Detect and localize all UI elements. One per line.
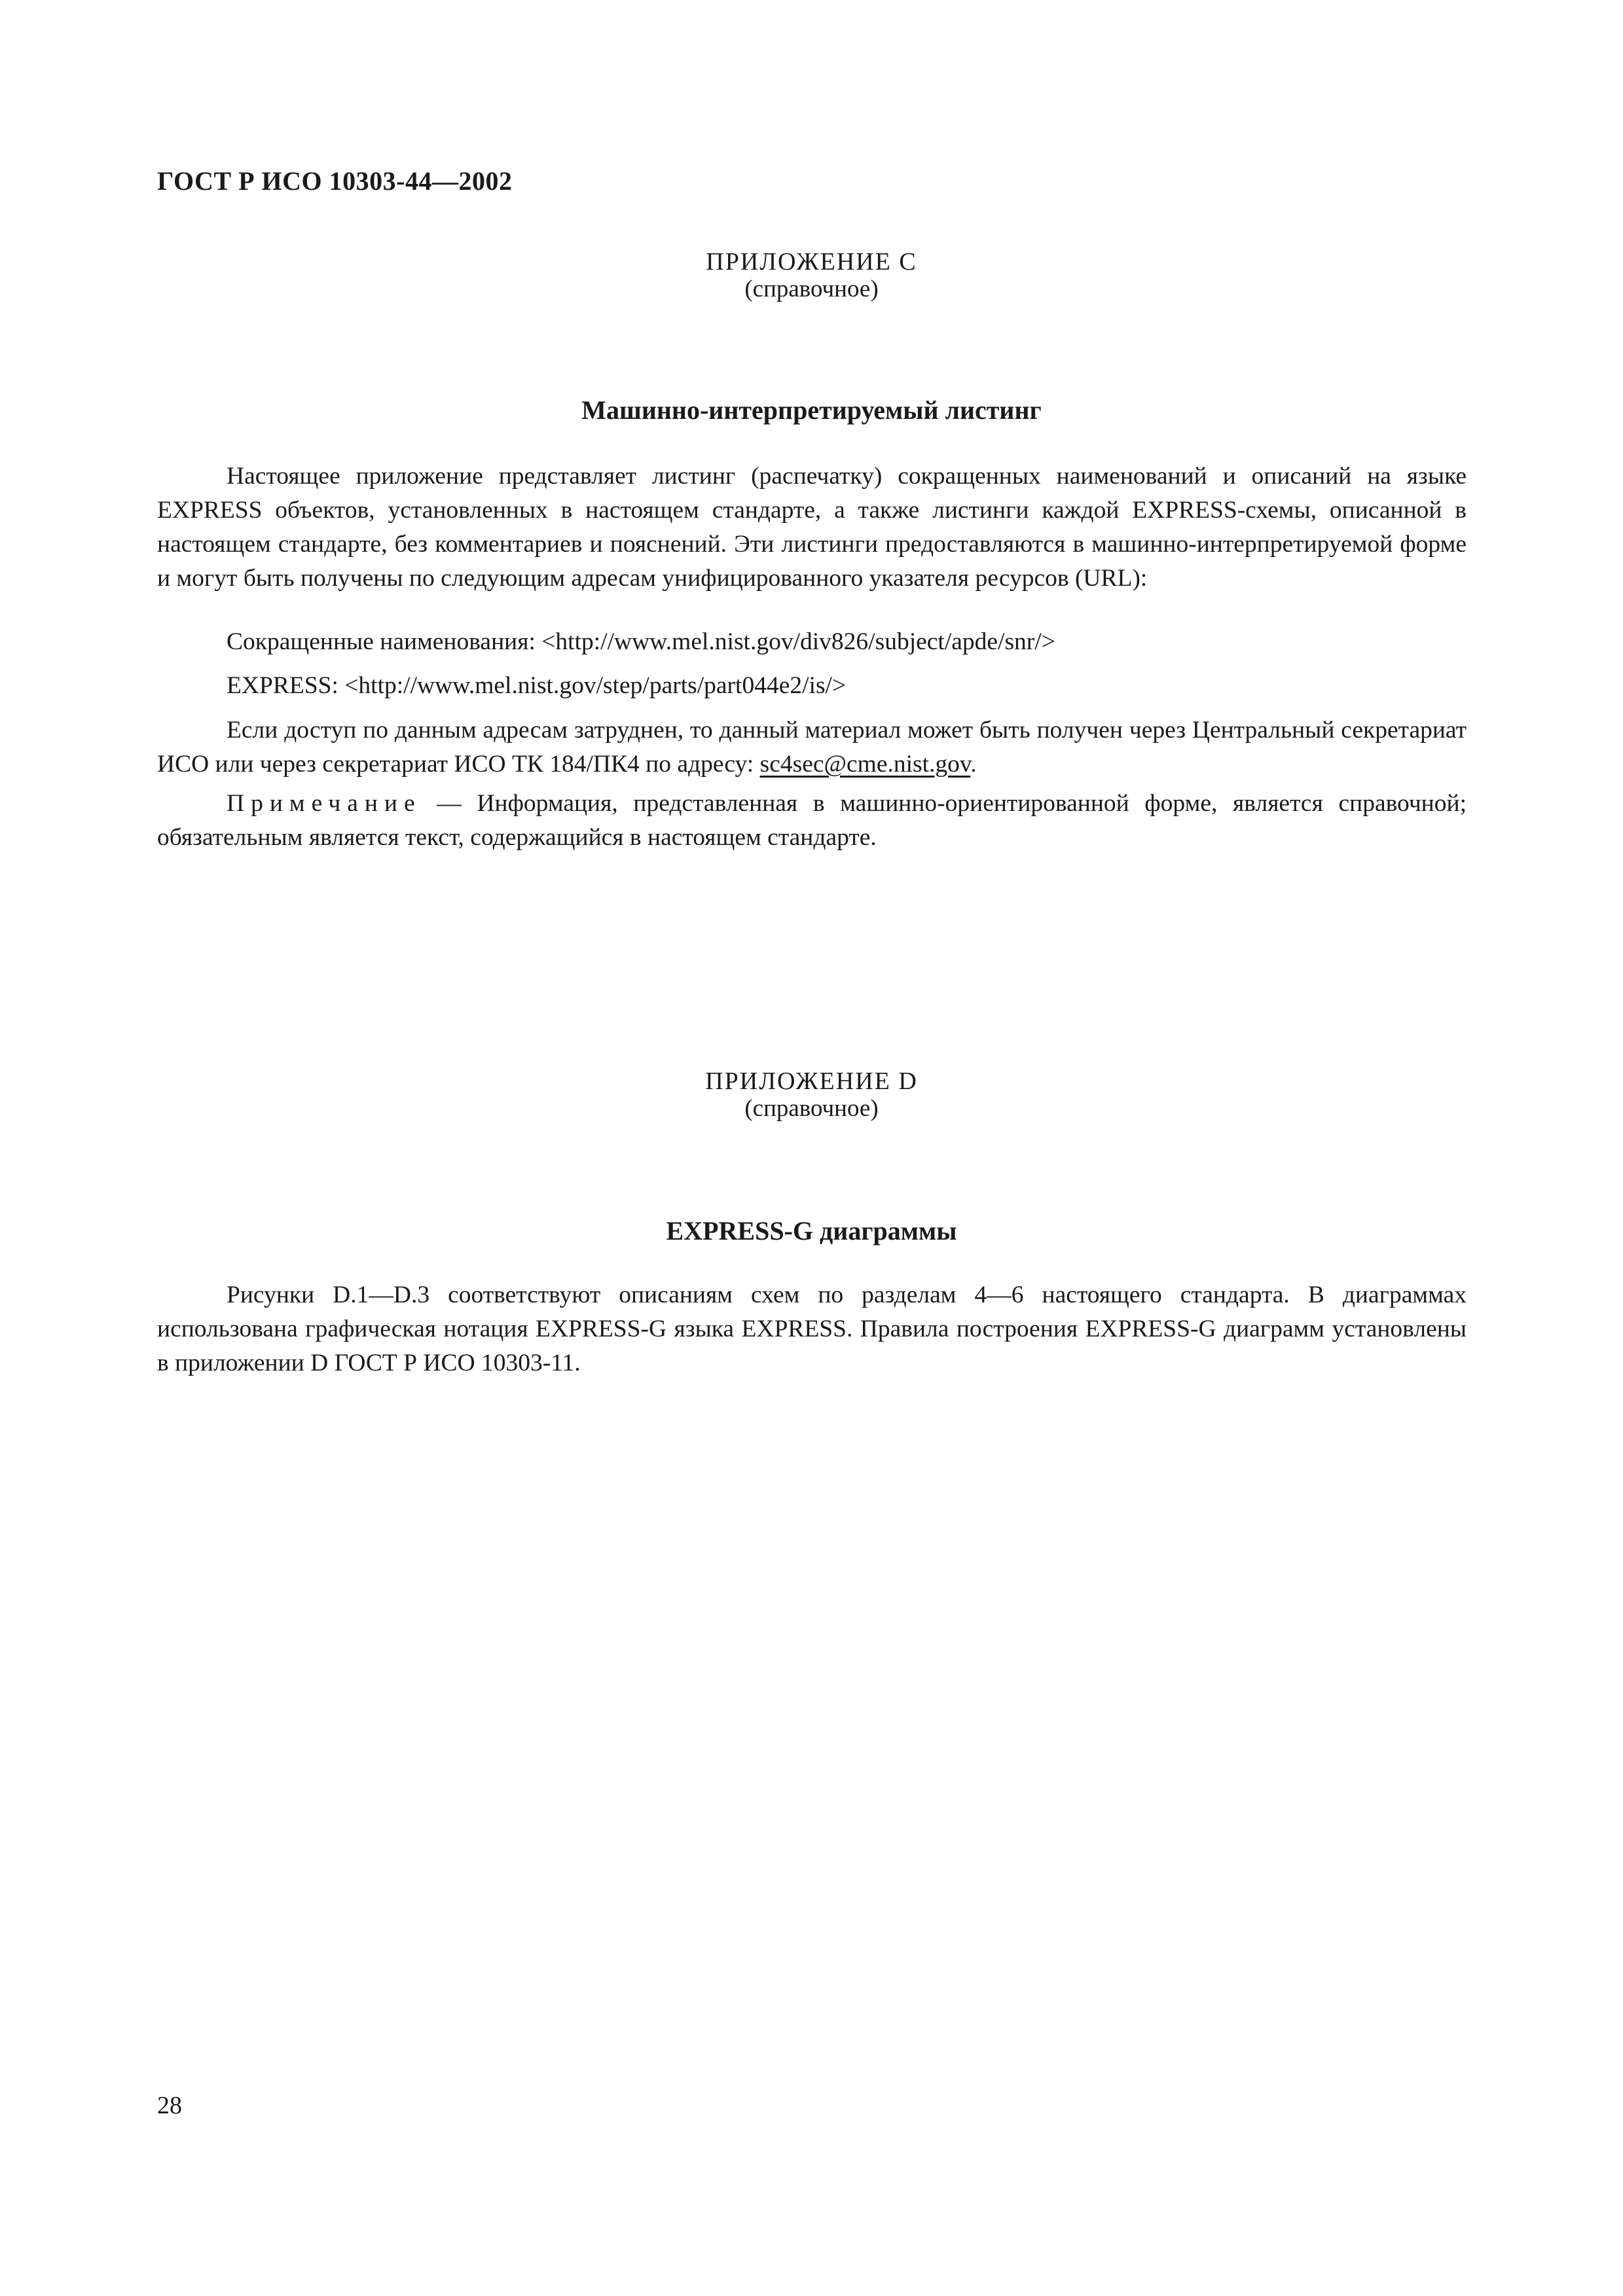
annex-d-title: EXPRESS-G диаграммы — [666, 1216, 957, 1246]
email-link[interactable]: sc4sec@cme.nist.gov — [759, 751, 971, 778]
annex-c-paragraph-2-text: Если доступ по данным адресам затруднен, то данный материал может быть получен через Центральный секретариат ИСО или через секретариат ИСО ТК 184/ПК4 по адресу: — [157, 717, 1467, 778]
page-number: 28 — [157, 2092, 182, 2119]
annex-d-paragraph-1: Рисунки D.1—D.3 соответствуют описаниям схем по разделам 4—6 настоящего стандарта. В диаграммах использована графическая нотация EXPRESS-G языка EXPRESS. Правила построения EXPRESS-G диаграмм установлены в приложении D ГОСТ Р ИСО 10303-11. — [157, 1282, 1467, 1376]
express-url-line: EXPRESS: <http://www.mel.nist.gov/step/parts/part044e2/is/> — [227, 672, 847, 699]
annex-c-status: (справочное) — [744, 276, 879, 302]
annex-c-note — [157, 787, 1467, 855]
annex-c-title: Машинно-интерпретируемый листинг — [581, 395, 1042, 425]
note-label: Примечание — [227, 790, 422, 817]
annex-c-paragraph-2 — [157, 713, 1467, 781]
annex-d-label: ПРИЛОЖЕНИЕ D — [705, 1067, 918, 1095]
annex-c-paragraph-1: Настоящее приложение представляет листинг (распечатку) сокращенных наименований и описаний на языке EXPRESS объектов, установленных в настоящем стандарте, а также листинги каждой EXPRESS-схемы, описанной в настоящем стандарте, без комментариев и пояснений. Эти листинги предоставляются в машинно-интерпретируемой форме и могут быть получены по следующим адресам унифицированного указателя ресурсов (URL): — [157, 463, 1467, 592]
annex-c-label: ПРИЛОЖЕНИЕ С — [706, 248, 917, 276]
document-header: ГОСТ Р ИСО 10303-44—2002 — [157, 166, 513, 196]
note-text: — Информация, представленная в машинно-ориентированной форме, является справочной; обязательным является текст, содержащийся в настоящем стандарте. — [157, 790, 1467, 851]
annex-c-paragraph-2-end: . — [970, 751, 977, 778]
short-names-url-line: Сокращенные наименования: <http://www.mel.nist.gov/div826/subject/apde/snr/> — [227, 628, 1055, 655]
annex-d-status: (справочное) — [744, 1095, 879, 1122]
